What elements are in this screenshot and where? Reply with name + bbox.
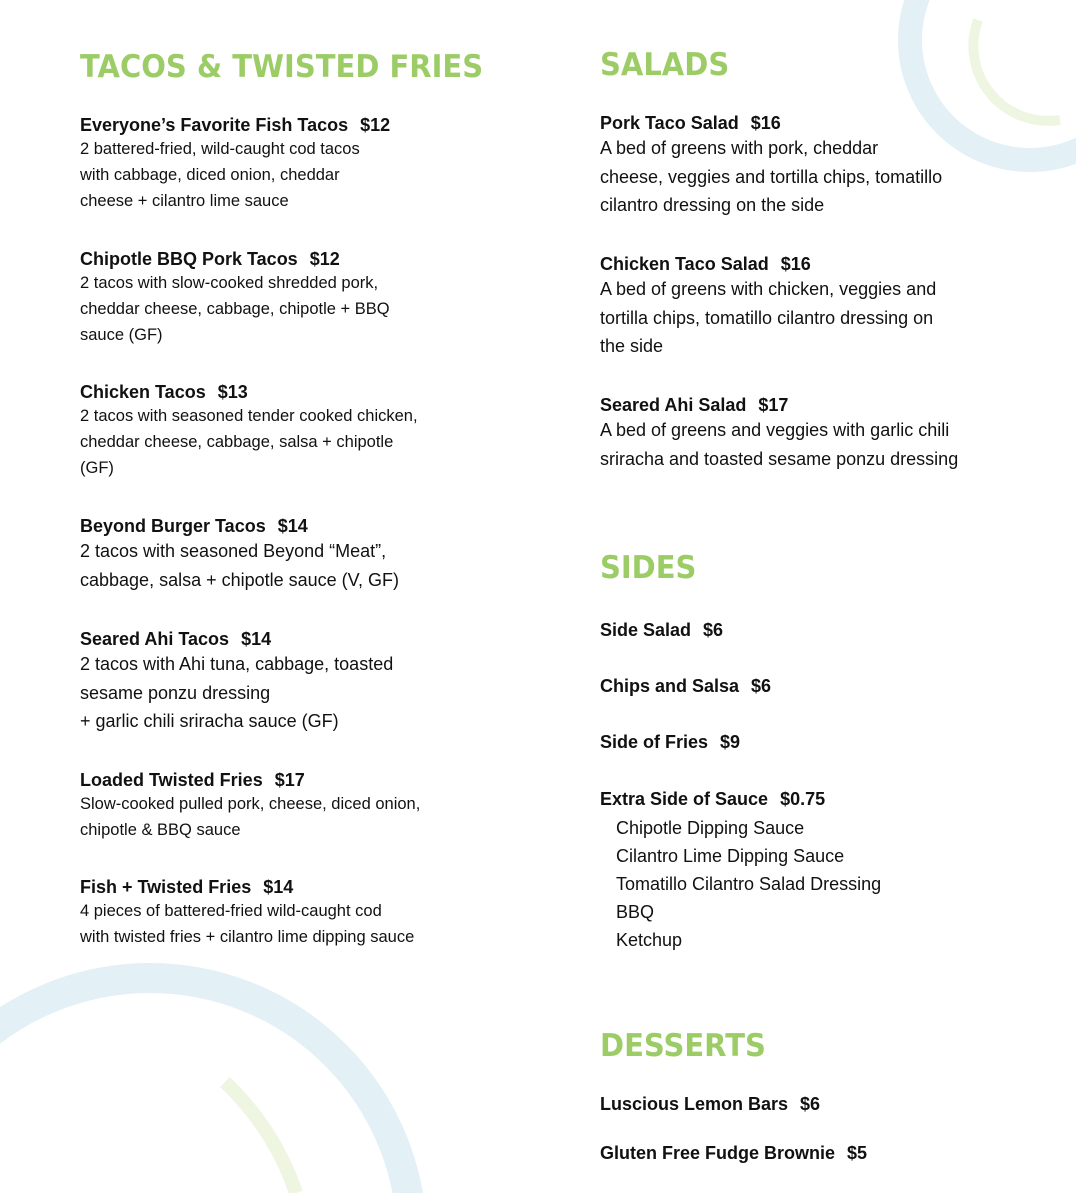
- sides-section-title: SIDES: [600, 549, 697, 586]
- item-description: A bed of greens with chicken, veggies and tortilla chips, tomatillo cilantro dressing on the side: [600, 279, 937, 356]
- item-price: $14: [263, 877, 294, 897]
- item-price: $17: [274, 770, 305, 790]
- menu-item-side-of-fries: [600, 731, 740, 753]
- sauce-option: Ketchup: [616, 930, 683, 950]
- item-description: 4 pieces of battered-fried wild-caught cod with twisted fries + cilantro lime dipping sauce: [80, 902, 415, 946]
- swirl-green-bottom-left: [225, 1082, 296, 1193]
- item-name: Pork Taco Salad: [600, 113, 739, 133]
- sauce-option: BBQ: [616, 902, 655, 922]
- sauce-list: [616, 814, 881, 954]
- tacos-section-title: TACOS & TWISTED FRIES: [80, 48, 484, 85]
- item-name: Chicken Tacos: [80, 382, 206, 402]
- item-price: $12: [360, 115, 391, 135]
- menu-item-extra-side-of-sauce: [600, 788, 881, 954]
- item-description: Slow-cooked pulled pork, cheese, diced onion, chipotle & BBQ sauce: [80, 795, 421, 839]
- item-price: $17: [758, 395, 789, 415]
- item-price: $14: [241, 629, 272, 649]
- sauce-option: Tomatillo Cilantro Salad Dressing: [616, 874, 882, 894]
- item-price: $9: [720, 732, 741, 752]
- swirl-green-top-right: [973, 20, 1060, 121]
- item-name: Gluten Free Fudge Brownie: [600, 1143, 836, 1163]
- menu-item-beyond-burger-tacos: [80, 515, 399, 594]
- item-name: Everyone’s Favorite Fish Tacos: [80, 115, 349, 135]
- item-price: $14: [277, 516, 308, 536]
- sauce-option: Cilantro Lime Dipping Sauce: [616, 846, 845, 866]
- menu-item-fudge-brownie: [600, 1142, 867, 1164]
- menu-item-fish-tacos: [80, 114, 390, 214]
- menu-item-chips-and-salsa: [600, 675, 771, 697]
- item-name: Chipotle BBQ Pork Tacos: [80, 249, 298, 269]
- menu-item-fish-twisted-fries: [80, 876, 414, 950]
- menu-item-chicken-tacos: [80, 381, 418, 481]
- item-description: 2 tacos with slow-cooked shredded pork, cheddar cheese, cabbage, chipotle + BBQ sauce (GF): [80, 274, 390, 344]
- item-name: Luscious Lemon Bars: [600, 1094, 789, 1114]
- menu-item-chipotle-bbq-pork-tacos: [80, 248, 390, 348]
- item-price: $6: [703, 620, 724, 640]
- item-price: $0.75: [780, 789, 826, 809]
- menu-item-seared-ahi-salad: [600, 394, 958, 473]
- item-description: 2 battered-fried, wild-caught cod tacos with cabbage, diced onion, cheddar cheese + cilantro lime sauce: [80, 140, 360, 210]
- item-name: Loaded Twisted Fries: [80, 770, 263, 790]
- item-price: $6: [751, 676, 772, 696]
- item-price: $12: [309, 249, 340, 269]
- item-name: Seared Ahi Salad: [600, 395, 747, 415]
- item-price: $13: [217, 382, 248, 402]
- item-price: $16: [750, 113, 781, 133]
- item-name: Chicken Taco Salad: [600, 254, 769, 274]
- item-name: Chips and Salsa: [600, 676, 740, 696]
- menu-item-side-salad: [600, 619, 723, 641]
- swirl-blue-bottom-left: [0, 978, 412, 1193]
- menu-item-loaded-twisted-fries: [80, 769, 420, 843]
- sauce-option: Chipotle Dipping Sauce: [616, 818, 805, 838]
- item-price: $16: [780, 254, 811, 274]
- item-price: $6: [800, 1094, 821, 1114]
- item-name: Side of Fries: [600, 732, 709, 752]
- item-description: 2 tacos with seasoned tender cooked chicken, cheddar cheese, cabbage, salsa + chipotle (GF): [80, 407, 418, 477]
- item-description: 2 tacos with seasoned Beyond “Meat”, cabbage, salsa + chipotle sauce (V, GF): [80, 541, 400, 590]
- menu-item-pork-taco-salad: [600, 112, 942, 220]
- salads-section-title: SALADS: [600, 46, 730, 83]
- desserts-section-title: DESSERTS: [600, 1027, 766, 1064]
- menu-item-chicken-taco-salad: [600, 253, 936, 361]
- item-price: $5: [847, 1143, 868, 1163]
- item-description: 2 tacos with Ahi tuna, cabbage, toasted sesame ponzu dressing + garlic chili sriracha sauce (GF): [80, 654, 394, 731]
- item-description: A bed of greens and veggies with garlic chili sriracha and toasted sesame ponzu dressing: [600, 420, 959, 469]
- item-name: Side Salad: [600, 620, 692, 640]
- item-description: A bed of greens with pork, cheddar cheese, veggies and tortilla chips, tomatillo cilantro dressing on the side: [600, 138, 943, 215]
- item-name: Beyond Burger Tacos: [80, 516, 266, 536]
- menu-item-seared-ahi-tacos: [80, 628, 393, 736]
- item-name: Seared Ahi Tacos: [80, 629, 230, 649]
- item-name: Fish + Twisted Fries: [80, 877, 252, 897]
- item-name: Extra Side of Sauce: [600, 789, 769, 809]
- menu-item-lemon-bars: [600, 1093, 820, 1115]
